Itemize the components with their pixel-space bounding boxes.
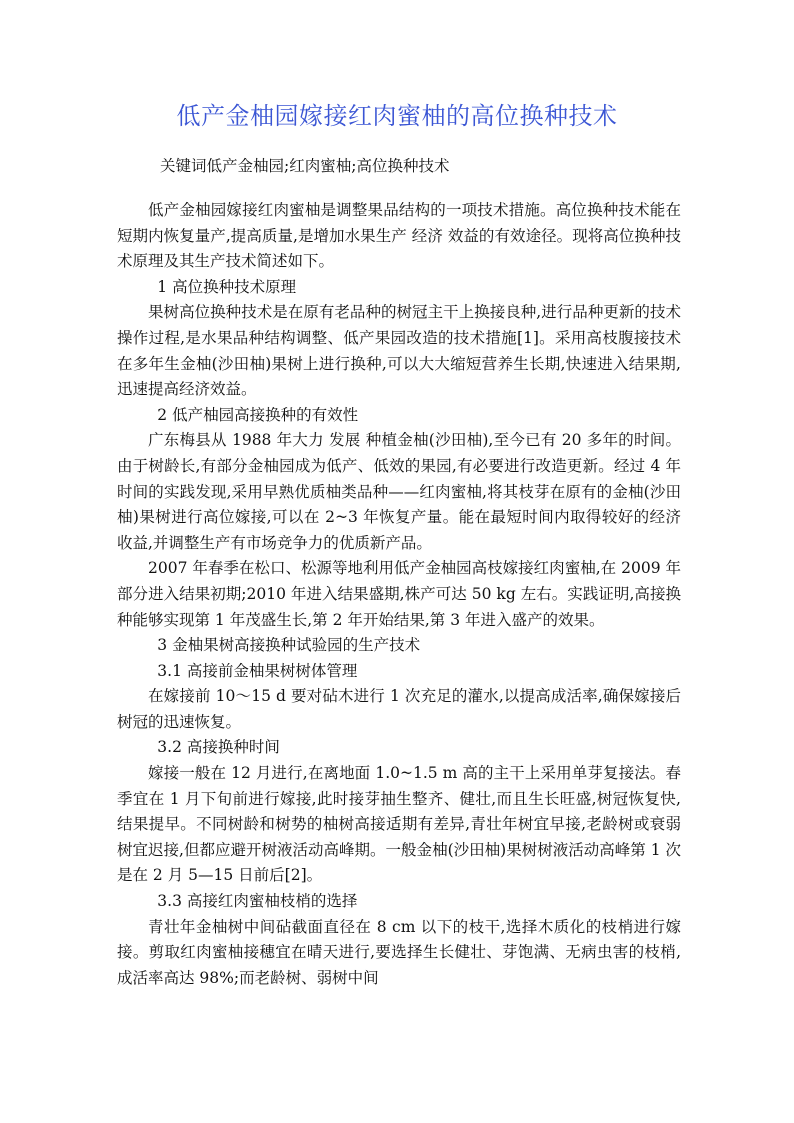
paragraph: 2007 年春季在松口、松源等地利用低产金柚园高枝嫁接红肉蜜柚,在 2009 年部分进入结果初期;2010 年进入结果盛期,株产可达 50 kg 左右。实践证明,高接换种能够实现第 1 年茂盛生长,第 2 年开始结果,第 3 年进入盛产的效果。 [117,559,681,629]
section-heading: 3 金柚果树高接换种试验园的生产技术 [157,636,421,655]
keywords-line: 关键词低产金柚园;红肉蜜柚;高位换种技术 [160,157,450,175]
paragraph: 在嫁接前 10～15 d 要对砧木进行 1 次充足的灌水,以提高成活率,确保嫁接后树冠的迅速恢复。 [117,687,681,731]
document-title: 低产金柚园嫁接红肉蜜柚的高位换种技术 [176,102,618,130]
subsection-heading: 3.2 高接换种时间 [157,738,280,757]
paragraph: 青壮年金柚树中间砧截面直径在 8 cm 以下的枝干,选择木质化的枝梢进行嫁接。剪取红肉蜜柚接穗宜在晴天进行,要选择生长健壮、芽饱满、无病虫害的枝梢,成活率高达 98%;而老龄树、弱树中间 [117,917,681,987]
paragraph: 果树高位换种技术是在原有老品种的树冠主干上换接良种,进行品种更新的技术操作过程,是水果品种结构调整、低产果园改造的技术措施[1]。采用高枝腹接技术在多年生金柚(沙田柚)果树上进行换种,可以大大缩短营养生长期,快速进入结果期,迅速提高经济效益。 [117,303,681,399]
document-body [117,198,681,991]
paragraph: 广东梅县从 1988 年大力 发展 种植金柚(沙田柚),至今已有 20 多年的时间。由于树龄长,有部分金柚园成为低产、低效的果园,有必要进行改造更新。经过 4 年时间的实践发现,采用早熟优质柚类品种——红肉蜜柚,将其枝芽在原有的金柚(沙田柚)果树进行高位嫁接,可以在 2~3 年恢复产量。能在最短时间内取得较好的经济收益,并调整生产有市场竞争力的优质新产品。 [117,431,681,552]
subsection-heading: 3.3 高接红肉蜜柚枝梢的选择 [157,892,358,911]
section-heading: 1 高位换种技术原理 [157,277,297,296]
paragraph: 低产金柚园嫁接红肉蜜柚是调整果品结构的一项技术措施。高位换种技术能在短期内恢复量产,提高质量,是增加水果生产 经济 效益的有效途径。现将高位换种技术原理及其生产技术简述如下。 [117,201,681,271]
subsection-heading: 3.1 高接前金柚果树树体管理 [157,661,358,680]
paragraph: 嫁接一般在 12 月进行,在离地面 1.0~1.5 m 高的主干上采用单芽复接法。春季宜在 1 月下旬前进行嫁接,此时接芽抽生整齐、健壮,而且生长旺盛,树冠恢复快,结果提早。不同树龄和树势的柚树高接适期有差异,青壮年树宜早接,老龄树或衰弱树宜迟接,但都应避开树液活动高峰期。一般金柚(沙田柚)果树树液活动高峰第 1 次是在 2 月 5—15 日前后[2]。 [117,764,681,885]
section-heading: 2 低产柚园高接换种的有效性 [157,405,359,424]
